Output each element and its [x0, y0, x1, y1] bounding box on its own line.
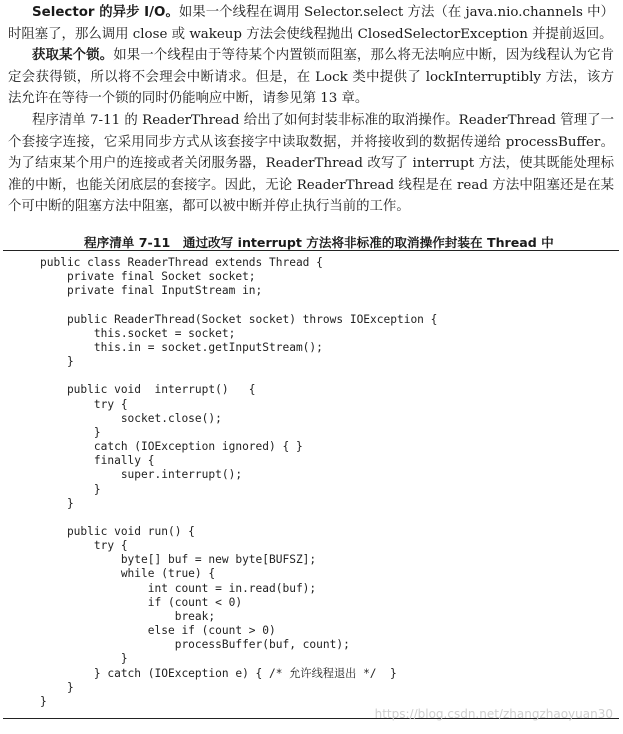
paragraph-text: 程序清单 7-11 的 ReaderThread 给出了如何封装非标准的取消操作。ReaderThread 管理了一个套接字连接，它采用同步方式从该套接字中读取数据，并将接收到的数据传递给 processBuffer。为了结束某个用户的连接或者关闭服务器，ReaderThread 改写了 interrupt 方法，使其既能处理标准的中断，也能关闭底层的套接字。因此，无论 ReaderThread 线程是在 read 方法中阻塞还是在某个可中断的阻塞方法中阻塞，都可以被中断并停止执行当前的工作。 [8, 113, 614, 214]
listing-top-rule [3, 250, 619, 251]
paragraph-lead: 获取某个锁。 [32, 48, 114, 63]
paragraph-selector [8, 2, 614, 45]
paragraph-text: 如果一个线程由于等待某个内置锁而阻塞，那么将无法响应中断，因为线程认为它肯定会获得锁，所以将不会理会中断请求。但是，在 Lock 类中提供了 lockInterruptibly 方法，该方法允许在等待一个锁的同时仍能响应中断，请参见第 13 章。 [8, 48, 615, 106]
paragraph-readerthread [8, 110, 614, 218]
listing-caption: 程序清单 7-11 通过改写 interrupt 方法将非标准的取消操作封装在 Thread 中 [84, 235, 554, 250]
paragraph-lead: Selector 的异步 I/O。 [32, 5, 179, 20]
code-listing: public class ReaderThread extends Thread { private final Socket socket; private final InputStream in; public ReaderThread(Socket socket) throws IOException { this.socket = socket; this.in = socket.getInputStream(); } public void interrupt() { try { socket.close(); } catch (IOException ignored) { } finally { super.interrupt(); } } public void run() { try { byte[] buf = new byte[BUFSZ]; while (true) { int count = in.read(buf); if (count < 0) break; else if (count > 0) processBuffer(buf, count); } } catch (IOException e) { /* 允许线程退出 */ } } } [40, 256, 438, 708]
watermark: https://blog.csdn.net/zhangzhaoyuan30 [374, 707, 613, 721]
paragraph-text: 如果一个线程在调用 Selector.select 方法（在 java.nio.channels 中）时阻塞了，那么调用 close 或 wakeup 方法会使线程抛出 ClosedSelectorException 并提前返回。 [8, 5, 614, 42]
paragraph-lock [8, 45, 614, 110]
